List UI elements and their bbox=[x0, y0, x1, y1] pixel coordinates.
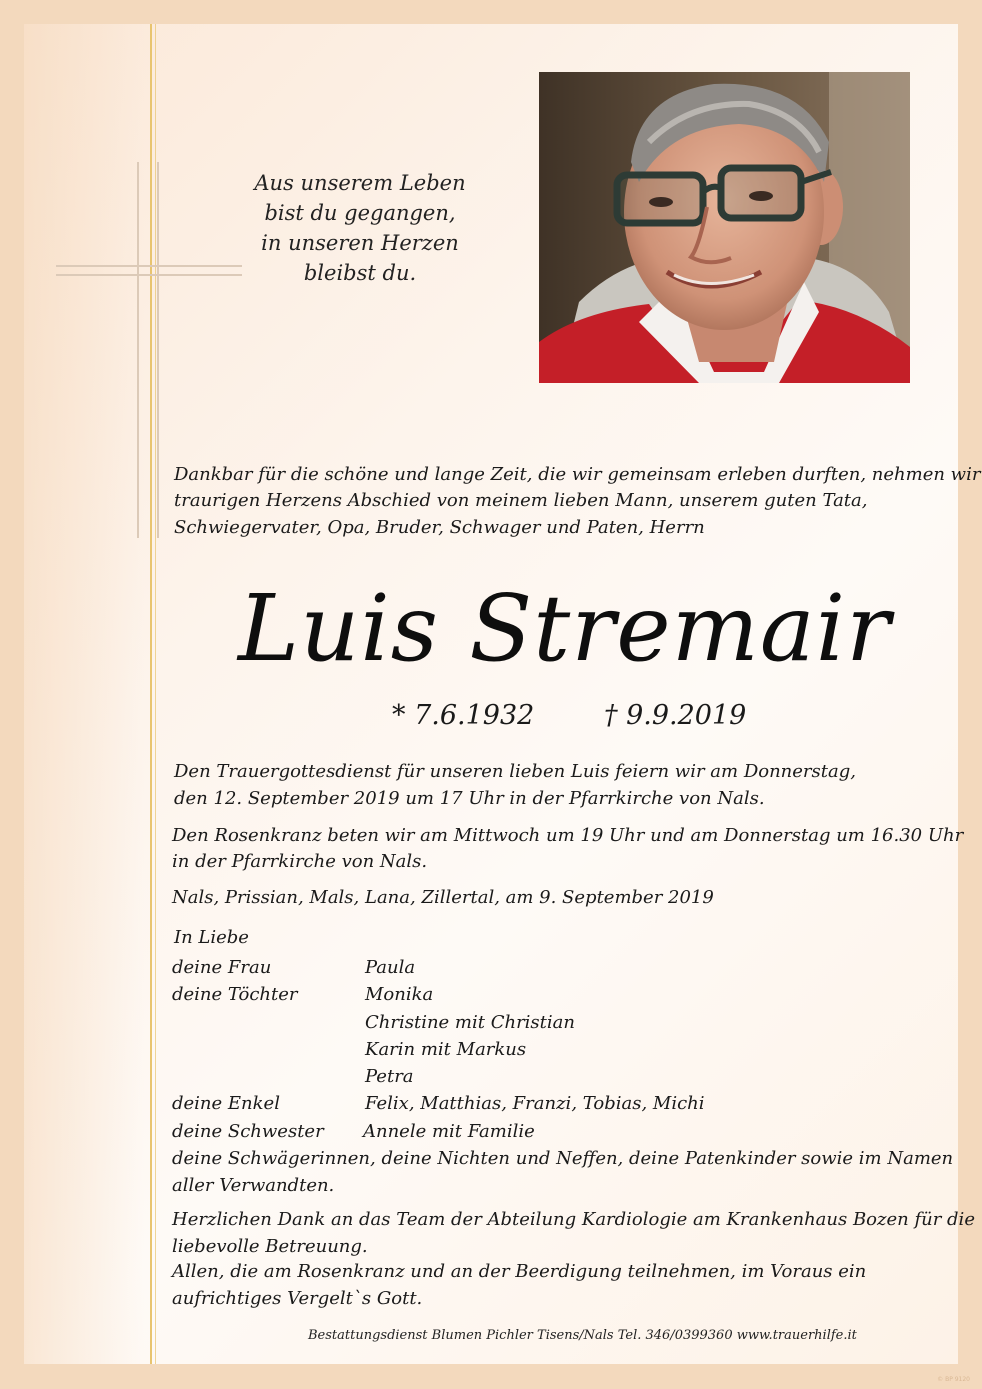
thanks-line: Allen, die am Rosenkranz und an der Beerdigung teilnehmen, im Voraus ein bbox=[172, 1261, 867, 1282]
cross-icon-horizontal bbox=[56, 265, 242, 267]
poem-line: bleibst du. bbox=[303, 261, 417, 285]
place-date: Nals, Prissian, Mals, Lana, Zillertal, am 9. September 2019 bbox=[172, 887, 714, 908]
mourner-role: deine Schwester bbox=[172, 1121, 324, 1142]
relatives-line: deine Schwägerinnen, deine Nichten und Neffen, deine Patenkinder sowie im Namen bbox=[172, 1148, 954, 1169]
deceased-name: Luis Stremair bbox=[238, 575, 892, 682]
funeral-service-footer: Bestattungsdienst Blumen Pichler Tisens/Nals Tel. 346/0399360 www.trauerhilfe.it bbox=[308, 1328, 857, 1343]
death-date: † 9.9.2019 bbox=[604, 700, 747, 731]
mourner-names: Felix, Matthias, Franzi, Tobias, Michi bbox=[365, 1093, 705, 1114]
mourner-names: Karin mit Markus bbox=[365, 1039, 527, 1060]
relatives-line: aller Verwandten. bbox=[172, 1175, 335, 1196]
mourner-role: deine Frau bbox=[172, 957, 272, 978]
gold-line-right bbox=[155, 24, 156, 1364]
cross-icon-vertical bbox=[137, 162, 139, 538]
service-line: den 12. September 2019 um 17 Uhr in der Pfarrkirche von Nals. bbox=[174, 788, 765, 809]
in-liebe: In Liebe bbox=[174, 927, 249, 948]
mourner-role: deine Töchter bbox=[172, 984, 298, 1005]
mourner-names: Christine mit Christian bbox=[365, 1012, 575, 1033]
poem-line: bist du gegangen, bbox=[264, 201, 456, 225]
service-line: Den Trauergottesdienst für unseren lieben Luis feiern wir am Donnerstag, bbox=[174, 761, 856, 782]
thanks-line: Herzlichen Dank an das Team der Abteilung Kardiologie am Krankenhaus Bozen für die bbox=[172, 1209, 975, 1230]
mourner-names: Petra bbox=[365, 1066, 414, 1087]
intro-line: traurigen Herzens Abschied von meinem lieben Mann, unserem guten Tata, bbox=[174, 490, 868, 511]
mourner-role: deine Enkel bbox=[172, 1093, 280, 1114]
cross-icon-vertical-2 bbox=[157, 162, 159, 538]
poem-line: Aus unserem Leben bbox=[254, 171, 466, 195]
thanks-line: aufrichtiges Vergelt`s Gott. bbox=[172, 1288, 423, 1309]
mourner-names: Annele mit Familie bbox=[363, 1121, 535, 1142]
poem-line: in unseren Herzen bbox=[261, 231, 459, 255]
rosary-line: Den Rosenkranz beten wir am Mittwoch um 19 Uhr und am Donnerstag um 16.30 Uhr bbox=[172, 825, 964, 846]
mourner-names: Monika bbox=[365, 984, 434, 1005]
thanks-line: liebevolle Betreuung. bbox=[172, 1236, 368, 1257]
copyright-mark: © BP 9120 bbox=[937, 1376, 970, 1383]
cross-icon-horizontal-2 bbox=[56, 274, 242, 276]
portrait-photo bbox=[539, 72, 910, 383]
intro-line: Schwiegervater, Opa, Bruder, Schwager und Paten, Herrn bbox=[174, 517, 705, 538]
gold-line-left bbox=[150, 24, 152, 1364]
intro-line: Dankbar für die schöne und lange Zeit, die wir gemeinsam erleben durften, nehmen wir bbox=[174, 464, 981, 485]
mourner-names: Paula bbox=[365, 957, 416, 978]
rosary-line: in der Pfarrkirche von Nals. bbox=[172, 851, 428, 872]
poem bbox=[250, 168, 470, 288]
birth-date: * 7.6.1932 bbox=[392, 700, 535, 731]
